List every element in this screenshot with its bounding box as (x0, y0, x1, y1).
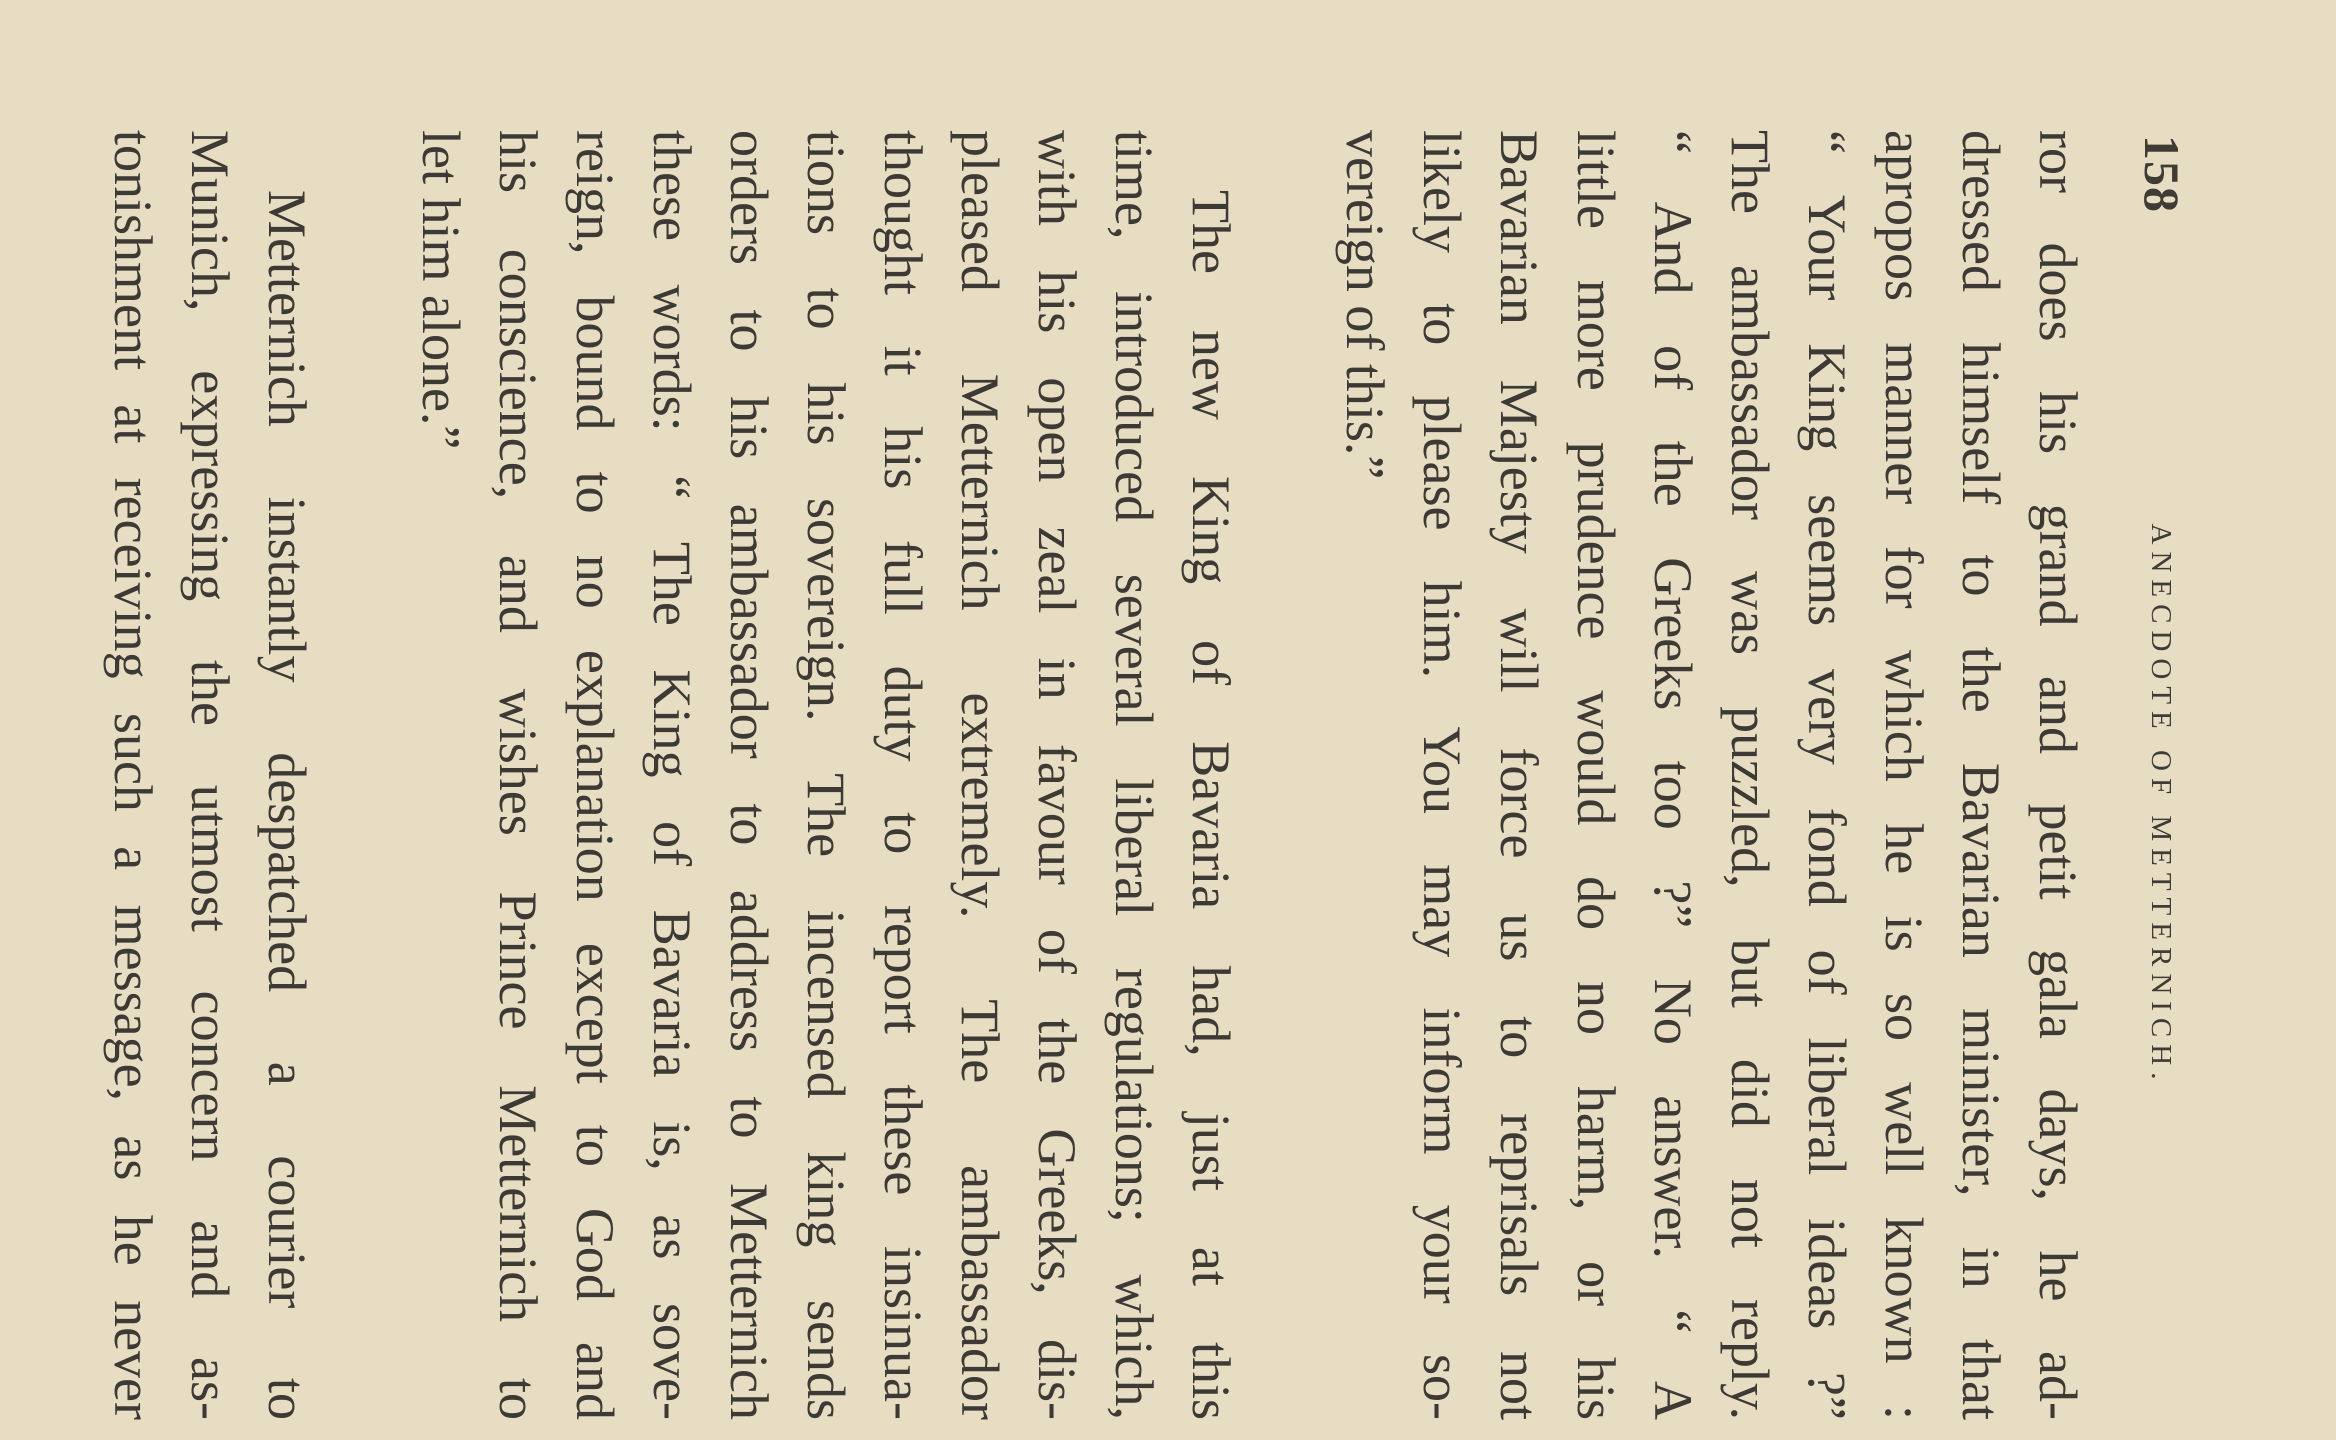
text-line: pleased Metternich extremely. The ambassador (950, 130, 1010, 1420)
text-line: Metternich instantly despatched a courier to (257, 190, 317, 1420)
text-line: little more prudence would do no harm, or his (1566, 130, 1626, 1420)
text-line: let him alone.” (411, 130, 471, 450)
text-line: his conscience, and wishes Prince Metternich to (488, 130, 548, 1420)
text-line: dressed himself to the Bavarian minister, in that (1951, 130, 2011, 1420)
text-line: orders to his ambassador to address to Metternich (719, 130, 779, 1420)
text-line: ror does his grand and petit gala days, he ad- (2028, 130, 2088, 1420)
body-text (94, 130, 2096, 1420)
page-number: 158 (2134, 135, 2190, 213)
text-line: likely to please him. You may inform your so- (1412, 130, 1472, 1420)
paragraph-1 (1326, 130, 2096, 1420)
text-line: vereign of this.” (1335, 130, 1395, 480)
text-line: time, introduced several liberal regulations; which, (1104, 130, 1164, 1420)
text-line: Munich, expressing the utmost concern and as- (180, 130, 240, 1420)
paragraph-2 (402, 130, 1249, 1420)
text-line: “ And of the Greeks too ?” No answer. “ A (1643, 130, 1703, 1420)
text-line: reign, bound to no explanation except to God and (565, 130, 625, 1420)
text-line: thought it his full duty to report these insinua- (873, 130, 933, 1420)
page-header (2131, 135, 2191, 1415)
text-line: Bavarian Majesty will force us to reprisals not (1489, 130, 1549, 1420)
paragraph-gap (1249, 130, 1326, 1420)
text-line: apropos manner for which he is so well known : (1874, 130, 1934, 1420)
running-head: ANECDOTE OF METTERNICH. (2145, 523, 2177, 1087)
text-line: tions to his sovereign. The incensed king sends (796, 130, 856, 1420)
text-line: tonishment at receiving such a message, as he never (103, 130, 163, 1420)
text-line: “ Your King seems very fond of liberal ideas ?” (1797, 130, 1857, 1420)
text-line: The ambassador was puzzled, but did not reply. (1720, 130, 1780, 1420)
paragraph-gap (325, 130, 402, 1420)
paragraph-3 (94, 130, 325, 1420)
text-line: with his open zeal in favour of the Greeks, dis- (1027, 130, 1087, 1420)
text-line: The new King of Bavaria had, just at this (1181, 190, 1241, 1420)
text-line: these words: “ The King of Bavaria is, as sove- (642, 130, 702, 1420)
